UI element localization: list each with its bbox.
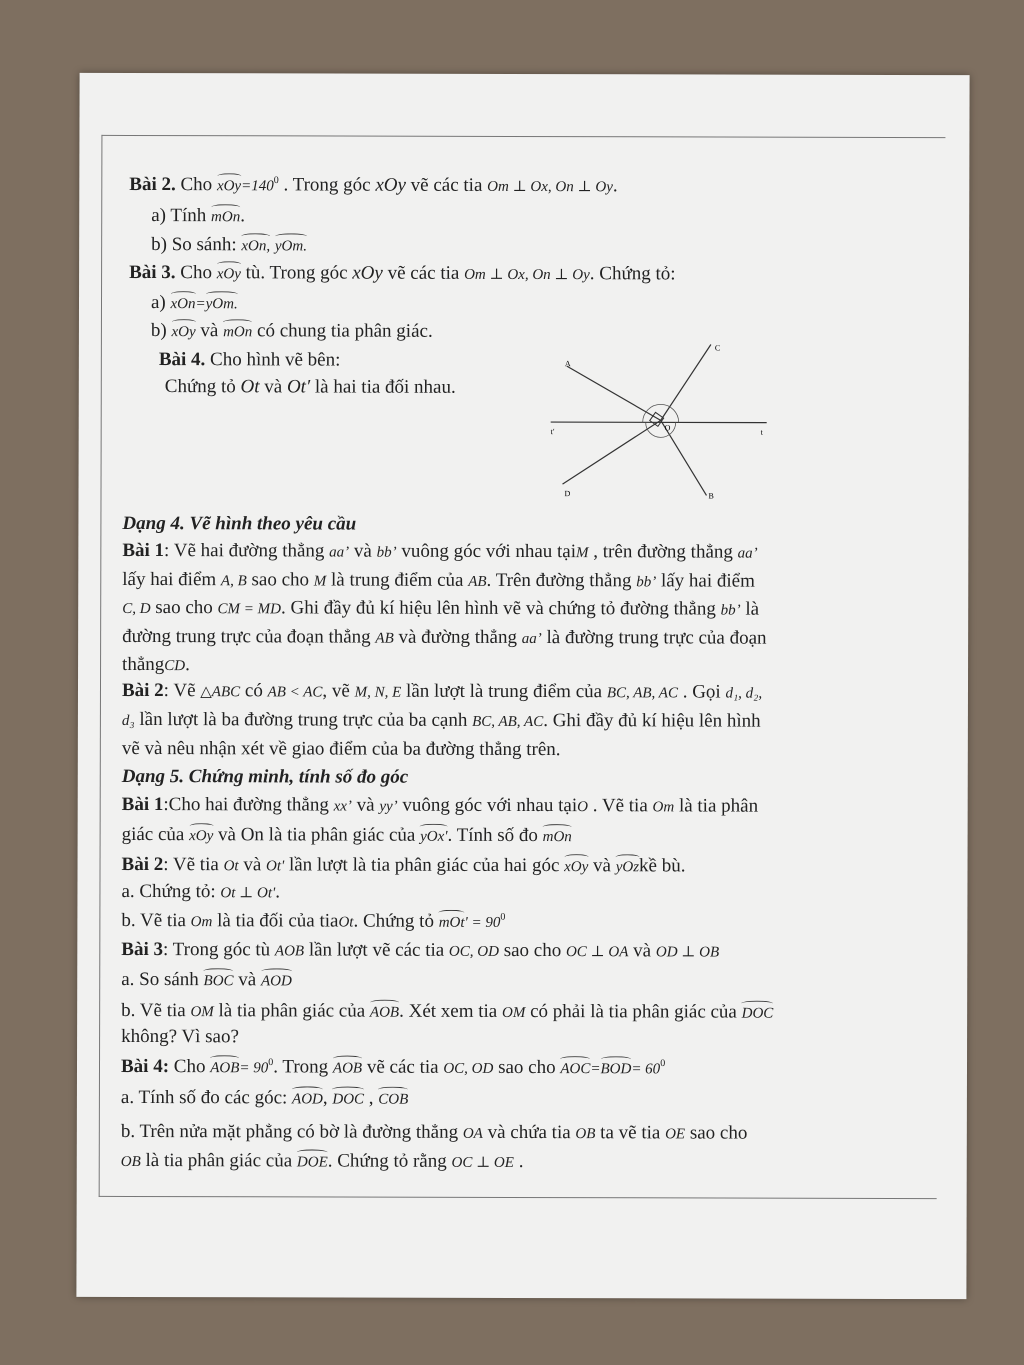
text: lần lượt là trung điểm của — [406, 680, 603, 703]
label-O: O — [664, 423, 671, 433]
math: xOy — [352, 262, 383, 284]
text: a. Chứng tỏ: — [121, 880, 216, 903]
label-A: A — [564, 359, 571, 369]
text: vẽ các tia — [387, 262, 460, 284]
math: bb’ — [720, 602, 741, 619]
text: là tia phân giác của — [218, 1000, 366, 1022]
text: . Vẽ tia — [592, 795, 648, 817]
text: Cho — [180, 262, 212, 284]
d5-b1-line1 — [122, 794, 758, 818]
angle-AOD: AOD — [292, 1086, 323, 1108]
math: OC ⊥ OE — [451, 1154, 514, 1171]
angle-DOC: DOC — [332, 1087, 364, 1109]
exercise-title: Bài 1 — [122, 539, 165, 562]
math: = 60 — [631, 1061, 661, 1078]
text: lần lượt là tia phân giác của hai góc — [288, 854, 560, 877]
math: Om ⊥ Ox, On ⊥ Oy — [487, 178, 613, 196]
text: lấy hai điểm — [660, 570, 755, 592]
ray-OC — [661, 344, 711, 420]
math: AOB — [274, 943, 305, 960]
text: , vẽ — [322, 680, 350, 702]
label-D: D — [564, 489, 571, 499]
text: thẳng — [122, 653, 165, 676]
math: OC ⊥ OA — [565, 944, 629, 961]
angle-AOB: AOB — [210, 1055, 239, 1077]
text: và — [353, 540, 372, 562]
text: sao cho — [503, 939, 562, 962]
text: Cho — [173, 1056, 206, 1078]
text: . Tính số đo — [447, 824, 538, 847]
text: Cho hình vẽ bên: — [210, 349, 341, 371]
math: OD ⊥ OB — [655, 944, 720, 961]
math: OB — [120, 1153, 141, 1171]
text: kề bù. — [639, 855, 686, 877]
d5-b3-part-a — [121, 968, 292, 992]
text: là đường trung trực của đoạn — [546, 627, 767, 649]
math: CD — [164, 658, 186, 675]
d4-b1-line5 — [122, 654, 190, 677]
text: . Trong — [273, 1056, 329, 1078]
angle-BOD: BOD — [600, 1056, 631, 1078]
text: vuông góc với nhau tại — [401, 540, 577, 563]
math: = — [195, 296, 206, 313]
text: a. Tính số đo các góc: — [120, 1086, 288, 1109]
text: Cho — [180, 174, 213, 196]
d5-b2-part-b — [121, 909, 505, 934]
d5-b3-part-b-line2: không? Vì sao? — [121, 1025, 239, 1048]
text: và On là tia phân giác của — [218, 824, 416, 846]
text: : Vẽ hai đường thẳng — [164, 540, 325, 562]
text: đường trung trực của đoạn thẳng — [122, 625, 371, 648]
math: △ABC — [200, 684, 241, 701]
b3-part-b — [151, 319, 433, 344]
math: d₃ — [121, 712, 135, 729]
math: Om — [652, 799, 675, 816]
b2-title-line — [129, 173, 617, 198]
math: A, B — [220, 573, 247, 590]
d5-b2-part-a — [121, 881, 280, 904]
math: M — [313, 573, 327, 590]
math: xx’ — [333, 798, 352, 815]
text: ta vẽ tia — [600, 1122, 661, 1144]
angle-mOt: mOt — [439, 910, 465, 932]
text: . Chứng tỏ — [353, 910, 434, 932]
text: : Vẽ tia — [163, 854, 219, 876]
d4-b2-line3: vẽ và nêu nhận xét về giao điểm của ba đường thẳng trên. — [121, 737, 561, 761]
text: sao cho — [251, 569, 310, 591]
text: b. Trên nửa mặt phẳng có bờ là đường thẳng — [120, 1120, 459, 1143]
text: :Cho hai đường thẳng — [163, 794, 329, 816]
text: : Trong góc tù — [162, 939, 271, 961]
d5-b1-line2 — [122, 823, 572, 848]
exercise-title: Bài 3. — [129, 261, 176, 284]
d5-b3-line1 — [121, 939, 719, 963]
text: vẽ các tia — [410, 174, 483, 196]
text: vẽ các tia — [366, 1056, 439, 1078]
text: là trung điểm của — [331, 569, 464, 591]
angle-DOC: DOC — [742, 1001, 774, 1023]
math: OE — [665, 1126, 686, 1143]
text: lấy hai điểm — [122, 568, 217, 591]
b4-line2 — [165, 376, 456, 400]
math: Ot′ — [286, 376, 311, 398]
math: O — [577, 799, 588, 816]
text: . — [612, 175, 618, 197]
math: Om ⊥ Ox, On ⊥ Oy — [464, 266, 590, 284]
angle-AOD: AOD — [261, 968, 292, 990]
angle-xOy: xOy — [564, 854, 588, 876]
math: yy’ — [379, 798, 398, 815]
text: . — [518, 1150, 524, 1173]
math: aa’ — [737, 545, 758, 562]
text: là tia phân giác của — [145, 1150, 293, 1172]
exercise-title: Bài 1 — [121, 793, 164, 816]
ray-OA — [567, 366, 661, 420]
text: . — [185, 654, 190, 676]
text: : Vẽ — [163, 680, 196, 702]
text: . Ghi đầy đủ kí hiệu lên hình vẽ và chứng tỏ đường thẳng — [280, 597, 716, 620]
exercise-title: Bài 4. — [158, 349, 206, 371]
text: sao cho — [155, 597, 213, 619]
angle-AOC: AOC — [560, 1056, 590, 1078]
text: , — [368, 1087, 374, 1109]
degree-sup: 0 — [268, 1057, 274, 1069]
text: có — [244, 680, 263, 702]
math: Ot — [223, 858, 239, 875]
text: và — [264, 376, 283, 398]
angle-mOn: mOn — [543, 824, 572, 846]
ray-OD — [563, 420, 661, 484]
degree-sup: 0 — [660, 1058, 666, 1070]
angle-xOn: xOn — [170, 291, 195, 313]
geometry-figure — [538, 336, 788, 507]
angle-DOE: DOE — [297, 1149, 328, 1171]
exercise-title: Bài 3 — [121, 938, 164, 961]
label-t-prime: t′ — [550, 427, 555, 437]
math: Ot ⊥ Ot' — [220, 885, 276, 902]
text: và — [356, 794, 375, 816]
text: b. Vẽ tia — [121, 999, 186, 1022]
text: , trên đường thẳng — [593, 541, 733, 563]
text: giác của — [121, 823, 185, 846]
math: AB < AC — [267, 684, 323, 701]
paper-sheet — [76, 73, 969, 1299]
text: là hai tia đối nhau. — [314, 376, 456, 398]
text: a) — [150, 292, 166, 314]
text: là — [745, 598, 760, 620]
math: OC, OD — [443, 1060, 494, 1077]
angle-xOy: xOy — [217, 261, 241, 283]
math: aa’ — [521, 630, 542, 648]
bottom-rule — [99, 1196, 937, 1199]
math: AB — [375, 630, 394, 647]
text: và — [633, 940, 652, 962]
left-rule — [99, 135, 103, 1197]
text: và — [593, 855, 612, 877]
angle-AOB: AOB — [333, 1056, 362, 1078]
angle-arc — [646, 422, 676, 437]
text: a) Tính — [151, 205, 207, 227]
text: có chung tia phân giác. — [256, 320, 433, 342]
angle-COB: COB — [378, 1087, 408, 1109]
b2-part-b — [151, 233, 307, 257]
d4-b1-line1 — [122, 540, 757, 564]
text: b) — [150, 320, 167, 342]
d4-b1-line3 — [122, 597, 759, 621]
text: lần lượt vẽ các tia — [308, 939, 445, 961]
text: tù. Trong góc — [245, 262, 348, 284]
math: bb’ — [636, 574, 657, 591]
d5-b4-part-b-line1 — [121, 1121, 748, 1145]
text: sao cho — [689, 1122, 748, 1144]
d5-b3-part-b — [121, 999, 773, 1025]
math: d₁, d₂, — [725, 685, 763, 702]
section-heading-dang5: Dạng 5. Chứng minh, tính số đo góc — [121, 765, 409, 788]
d5-b4-line1 — [121, 1055, 665, 1080]
text: , — [322, 1087, 328, 1109]
text: sao cho — [498, 1056, 556, 1079]
text: có phải là tia phân giác của — [530, 1001, 737, 1023]
label-B: B — [708, 491, 714, 501]
math: BC, AB, AC — [472, 713, 544, 731]
angle-mOn: mOn — [223, 319, 252, 341]
b3-title-line — [129, 261, 676, 286]
text: . Trong góc — [283, 174, 371, 196]
math: Ot' — [265, 858, 285, 875]
d5-b2-line1 — [121, 853, 685, 878]
text: . Chứng tỏ rằng — [327, 1150, 447, 1172]
angle-yOx: yOx' — [420, 824, 447, 846]
text: và — [238, 969, 257, 991]
angle-xOy: xOy — [189, 823, 213, 845]
angle-AOB: AOB — [370, 1000, 399, 1022]
text: . Chứng tỏ: — [589, 263, 676, 285]
angle-mOn: mOn — [211, 204, 240, 226]
text: vuông góc với nhau tại — [402, 794, 578, 817]
math: M, N, E — [354, 684, 402, 701]
degree-sup: 0 — [500, 911, 506, 923]
b3-part-a — [151, 291, 238, 315]
label-C: C — [714, 343, 721, 353]
text: và — [200, 320, 219, 342]
math: C, D — [122, 600, 151, 618]
b2-part-a — [151, 204, 245, 228]
math: OA — [462, 1125, 483, 1142]
d4-b1-line2 — [122, 569, 755, 593]
angle-xOn: xOn, — [241, 233, 270, 255]
text: . Xét xem tia — [399, 1000, 498, 1022]
math: OB — [575, 1126, 596, 1143]
angle-yOm: yOm. — [275, 233, 307, 255]
top-rule — [101, 135, 945, 138]
text: là tia đối của tia — [217, 910, 339, 932]
d5-b4-part-a — [121, 1086, 408, 1111]
math: Ot — [240, 376, 260, 398]
angle-yOm: yOm. — [206, 291, 238, 313]
math: M — [576, 545, 589, 562]
text: b) So sánh: — [151, 234, 237, 256]
text: . Ghi đầy đủ kí hiệu lên hình — [543, 710, 761, 732]
text: b. Vẽ tia — [121, 909, 186, 932]
label-t: t — [760, 427, 763, 437]
text: . Trên đường thẳng — [486, 569, 632, 592]
text: . — [240, 205, 245, 227]
text: a. So sánh — [121, 968, 199, 991]
math: Om — [190, 914, 213, 931]
angle-xOy: xOy — [217, 173, 241, 195]
math: ' = 90 — [464, 914, 501, 931]
exercise-title: Bài 2 — [121, 679, 164, 702]
math: bb’ — [376, 544, 397, 561]
d4-b2-line2 — [122, 709, 761, 733]
text: và — [243, 854, 262, 876]
angle-xOy: xOy — [171, 319, 195, 341]
exercise-title: Bài 2 — [121, 853, 164, 876]
math: = — [590, 1061, 601, 1078]
math: OM — [190, 1004, 214, 1021]
math: =140 — [241, 178, 274, 195]
d5-b4-part-b-line2 — [121, 1149, 524, 1174]
math: Ot — [338, 914, 354, 931]
math: CM = MD — [217, 601, 282, 618]
math: AB — [468, 573, 487, 590]
d4-b2-line1 — [122, 680, 762, 704]
section-heading-dang4: Dạng 4. Vẽ hình theo yêu cầu — [122, 512, 357, 535]
text: Chứng tỏ — [164, 376, 236, 398]
text: . Gọi — [682, 681, 721, 703]
exercise-title: Bài 2. — [129, 173, 176, 196]
degree-sup: 0 — [273, 175, 279, 187]
math: OC, OD — [448, 943, 499, 960]
math: = 90 — [239, 1060, 269, 1077]
angle-yOz: yOz — [616, 854, 639, 876]
text: và chứa tia — [487, 1121, 571, 1144]
text: . — [275, 881, 281, 903]
d4-b1-line4 — [122, 626, 767, 650]
angle-BOC: BOC — [204, 968, 234, 990]
exercise-title: Bài 4: — [120, 1055, 170, 1078]
math: aa’ — [329, 544, 350, 561]
b4-title-line — [159, 349, 341, 372]
math: OM — [501, 1004, 526, 1022]
text: và đường thẳng — [398, 626, 518, 648]
math: BC, AB, AC — [606, 685, 678, 702]
math: xOy — [375, 174, 406, 196]
text: là tia phân — [678, 795, 759, 817]
text: lần lượt là ba đường trung trực của ba cạnh — [139, 708, 468, 731]
